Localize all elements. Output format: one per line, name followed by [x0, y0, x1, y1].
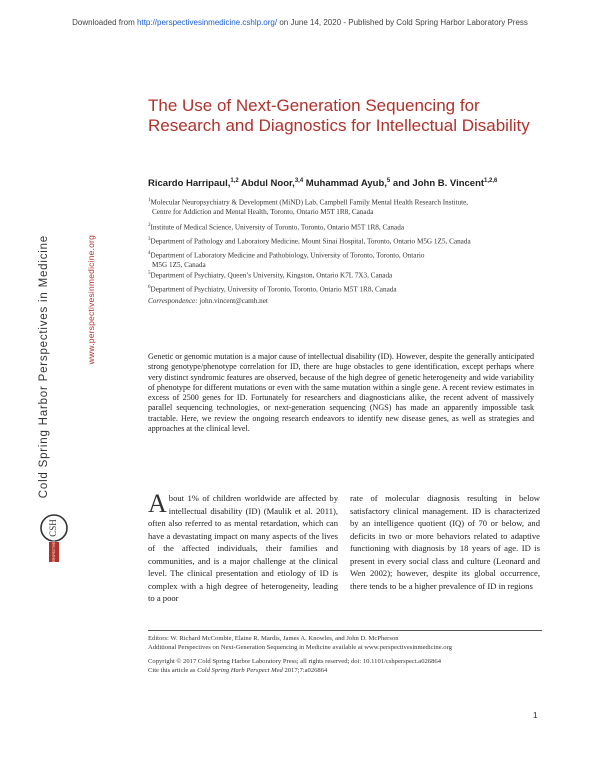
logo-text: CSH	[48, 519, 59, 537]
correspondence	[148, 297, 268, 305]
affiliation-number: 2	[148, 223, 151, 228]
citation-prefix: Cite this article as	[148, 667, 198, 674]
author-affiliation-marker: 1,2,6	[484, 178, 498, 184]
affiliation-text-continued: M5G 1Z5, Canada	[152, 260, 206, 269]
footer-copyright: Copyright © 2017 Cold Spring Harbor Laboratory Press; all rights reserved; doi: 10.1101/cshperspect.a026864	[148, 658, 442, 665]
logo-subtext: PERSPECTIVES	[51, 539, 56, 564]
correspondence-email[interactable]: john.vincent@camh.net	[197, 297, 268, 305]
affiliation-number: 6	[148, 285, 151, 290]
article-title: The Use of Next-Generation Sequencing for Research and Diagnostics for Intellectual Disability	[148, 96, 530, 135]
affiliation-text: Department of Psychiatry, University of Toronto, Toronto, Ontario M5T 1R8, Canada	[150, 285, 397, 294]
page-number: 1	[533, 711, 538, 720]
affiliation-text: Molecular Neuropsychiatry & Development (MiND) Lab, Campbell Family Mental Health Research Institute,	[150, 198, 469, 207]
author-name: Muhammad Ayub,	[303, 178, 387, 190]
sidebar-journal-url[interactable]: www.perspectivesinmedicine.org	[86, 235, 96, 365]
banner-link[interactable]: http://perspectivesinmedicine.cshlp.org/	[137, 18, 278, 27]
drop-cap: A	[148, 489, 167, 518]
affiliation	[148, 196, 548, 217]
abstract: Genetic or genomic mutation is a major cause of intellectual disability (ID). However, despite the generally anticipated strong genotype/phenotype correlation for ID, there are huge obstacles to gene identification, except perhaps where very distinct syndromic features are observed, because of the high degree of genetic heterogeneity and wide variability of phenotype for different mutations or even with the same mutation within a single gene. A recent review estimates in excess of 2500 genes for ID. Fortunately for researchers and diagnosticians alike, the recent advent of massively parallel sequencing technologies, or next-generation sequencing (NGS) has made an apparently impossible task tractable. Here, we review the ongoing research endeavors to identify new disease genes, as well as strategies and approaches at the clinical level.	[148, 352, 534, 434]
body-text-left: bout 1% of children worldwide are affected by intellectual disability (ID) (Maulik et al. 2011), often also referred to as mental retardation, which can have a devastating impact on many aspects of the lives of the affected individuals, their families and communities, and is a major challenge at the clinical level. The clinical presentation and etiology of ID is complex with a high degree of heterogeneity, leading to a poor	[148, 493, 338, 603]
affiliation-number: 1	[148, 198, 151, 203]
affiliation-number: 4	[148, 251, 151, 256]
author-name: Abdul Noor,	[238, 178, 295, 190]
footer-editors: Editors: W. Richard McCombie, Elaine R. Mardis, James A. Knowles, and John D. McPherson	[148, 635, 399, 642]
footer-additional-perspectives: Additional Perspectives on Next-Generation Sequencing in Medicine available at www.perspectivesinmedicine.org	[148, 644, 452, 651]
affiliation	[148, 235, 548, 247]
affiliation-text: Institute of Medical Science, University of Toronto, Toronto, Ontario M5T 1R8, Canada	[150, 223, 405, 232]
footer-citation	[148, 666, 548, 675]
affiliation	[148, 221, 548, 233]
author-affiliation-marker: 1,2	[230, 178, 239, 184]
affiliation-number: 3	[148, 237, 151, 242]
affiliation	[148, 249, 548, 270]
citation-suffix: 2017;7:a026864	[282, 667, 328, 674]
author-name: and John B. Vincent	[390, 178, 485, 190]
author-affiliation-marker: 5	[386, 178, 391, 184]
affiliation	[148, 283, 548, 295]
affiliation-number: 5	[148, 271, 151, 276]
affiliation-text: Department of Psychiatry, Queen’s University, Kingston, Ontario K7L 7X3, Canada	[150, 271, 393, 280]
author-list	[148, 178, 568, 189]
affiliation-text: Department of Laboratory Medicine and Pathobiology, University of Toronto, Toronto, Ontario	[150, 251, 425, 260]
citation-journal: Cold Spring Harb Perspect Med	[197, 667, 283, 674]
author-name: Ricardo Harripaul,	[148, 178, 231, 190]
author-affiliation-marker: 3,4	[294, 178, 304, 184]
download-banner	[0, 18, 600, 27]
sidebar-journal-name: Cold Spring Harbor Perspectives in Medicine	[38, 235, 50, 499]
footer-divider	[148, 630, 542, 631]
body-column-right: rate of molecular diagnosis resulting in below satisfactory clinical management. ID is characterized by an intelligence quotient (IQ) of 70 or below, and deficits in two or more behaviors related to adaptive functioning with diagnosis by 18 years of age. ID is present in every social class and culture (Leonard and Wen 2002); however, despite its global occurrence, there tends to be a higher prevalence of ID in regions	[350, 493, 540, 591]
body-column-left	[148, 489, 338, 605]
affiliation	[148, 269, 548, 281]
csh-logo	[38, 508, 70, 564]
banner-suffix: on June 14, 2020 - Published by Cold Spring Harbor Laboratory Press	[277, 18, 528, 27]
banner-prefix: Downloaded from	[72, 18, 138, 27]
correspondence-label: Correspondence:	[148, 297, 198, 305]
affiliation-text-continued: Centre for Addiction and Mental Health, Toronto, Ontario M5T 1R8, Canada	[152, 207, 374, 216]
affiliation-text: Department of Pathology and Laboratory Medicine, Mount Sinai Hospital, Toronto, Ontario M5G 1Z5, Canada	[150, 237, 471, 246]
